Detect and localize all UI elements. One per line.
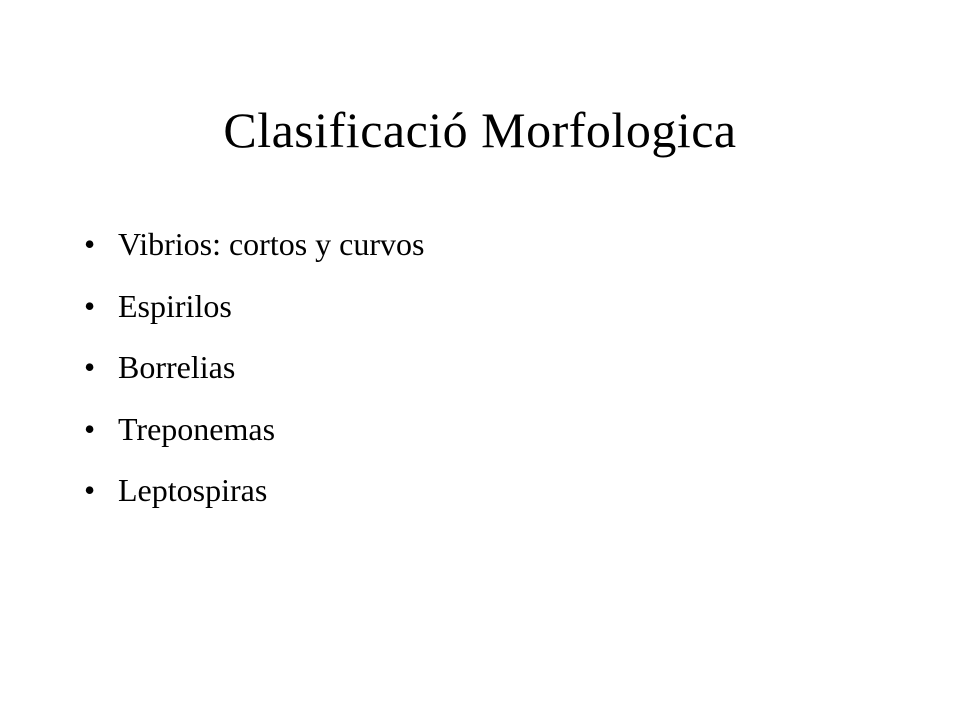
bullet-icon: • [84,349,96,385]
list-item [84,464,884,526]
bullet-icon: • [84,410,96,447]
list-item [84,341,884,403]
list-item-text: Borrelias [118,349,236,385]
bullet-icon: • [84,226,96,262]
list-item-text: Vibrios: cortos y curvos [118,226,425,262]
list-item-text: Espirilos [118,287,232,324]
slide-title: Clasificació Morfologica [223,102,737,158]
list-item [84,280,884,342]
bullet-list [84,218,884,526]
list-item [84,218,884,280]
list-item-text: Leptospiras [118,472,268,508]
bullet-icon: • [84,472,96,508]
list-item-text: Treponemas [118,410,276,447]
bullet-icon: • [84,287,96,324]
list-item [84,403,884,465]
